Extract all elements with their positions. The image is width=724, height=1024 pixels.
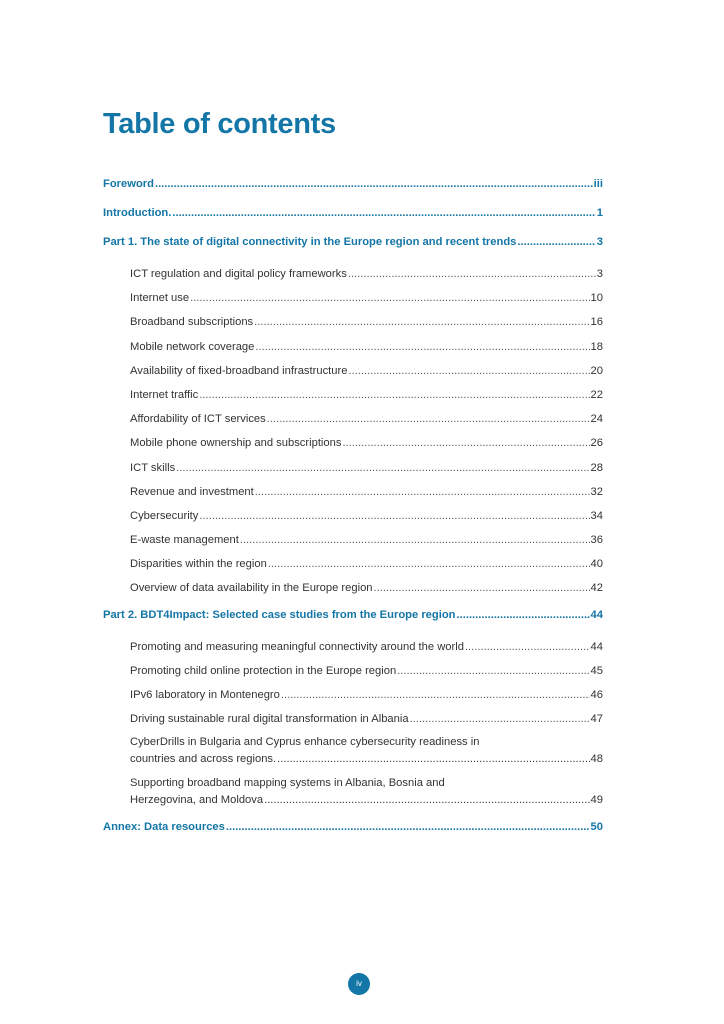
dot-leader: [348, 359, 589, 383]
toc-entry-page: 20: [590, 364, 603, 377]
dot-leader: [172, 199, 595, 228]
toc-entry[interactable]: [130, 310, 603, 334]
toc-entry-page: 28: [590, 461, 603, 474]
toc-entry[interactable]: [130, 286, 603, 310]
dot-leader: [277, 751, 589, 768]
toc-entry-page: 44: [590, 640, 603, 653]
toc-entry-page: 16: [590, 316, 603, 329]
toc-entry-page: 36: [590, 534, 603, 547]
toc-entry-title: ICT skills: [130, 461, 176, 474]
toc-entry-title: Herzegovina, and Moldova: [130, 794, 264, 807]
dot-leader: [255, 480, 590, 504]
dot-leader: [176, 456, 589, 480]
toc-entry-part-2[interactable]: [103, 601, 603, 630]
toc-entry-title: Introduction.: [103, 207, 172, 219]
toc-entry-page: 32: [590, 485, 603, 498]
toc-entry-title: Promoting and measuring meaningful connectivity around the world: [130, 640, 464, 653]
dot-leader: [226, 813, 590, 842]
toc-entry-title: Annex: Data resources: [103, 821, 225, 834]
toc-entry[interactable]: [130, 407, 603, 431]
toc-entry[interactable]: [130, 431, 603, 455]
page-number-badge: iv: [348, 973, 370, 995]
dot-leader: [155, 170, 593, 199]
toc-entry-title: Availability of fixed-broadband infrastructure: [130, 364, 348, 377]
toc-entry-multiline[interactable]: [130, 731, 603, 772]
dot-leader: [374, 576, 590, 600]
toc-entry[interactable]: [130, 707, 603, 731]
toc-entry-page: 42: [590, 582, 603, 595]
toc-entry-page: 18: [590, 340, 603, 353]
page-title: Table of contents: [103, 108, 336, 140]
toc-entry-page: 46: [590, 689, 603, 701]
toc-entry[interactable]: [130, 552, 603, 576]
toc-entry-title: Part 1. The state of digital connectivity in the Europe region and recent trends: [103, 236, 517, 248]
toc-entry-title: Cybersecurity: [130, 509, 199, 522]
dot-leader: [410, 707, 590, 731]
toc-entry-title: countries and across regions.: [130, 753, 277, 766]
toc-entry-page: 24: [590, 413, 603, 426]
toc-entry[interactable]: [130, 504, 603, 528]
toc-entry-title: Disparities within the region: [130, 558, 267, 571]
toc-entry[interactable]: [130, 335, 603, 359]
dot-leader: [348, 262, 596, 286]
dot-leader: [457, 601, 590, 630]
toc-entry-title: Mobile phone ownership and subscriptions: [130, 437, 342, 450]
toc-entry-part-1[interactable]: [103, 228, 603, 257]
dot-leader: [397, 659, 589, 683]
dot-leader: [240, 528, 590, 552]
dot-leader: [465, 635, 590, 659]
toc-entry[interactable]: [130, 383, 603, 407]
toc-entry-page: 45: [590, 664, 603, 677]
dot-leader: [267, 407, 590, 431]
dot-leader: [190, 286, 589, 310]
toc-entry-title: IPv6 laboratory in Montenegro: [130, 689, 280, 701]
toc-entry-title: Overview of data availability in the Europe region: [130, 582, 373, 595]
dot-leader: [199, 504, 589, 528]
toc-entry[interactable]: [130, 659, 603, 683]
toc-entry-title-line1: Supporting broadband mapping systems in Albania, Bosnia and: [130, 777, 445, 790]
toc-entry-title: ICT regulation and digital policy frameworks: [130, 268, 347, 280]
dot-leader: [517, 228, 595, 257]
dot-leader: [199, 383, 589, 407]
toc-entry[interactable]: [130, 635, 603, 659]
toc-entry-page: 40: [590, 558, 603, 571]
toc-entry-page: 44: [590, 608, 603, 621]
table-of-contents: [103, 170, 603, 842]
toc-entry-title: Foreword: [103, 178, 154, 190]
toc-entry-title: Internet traffic: [130, 388, 199, 401]
toc-entry-title: Driving sustainable rural digital transformation in Albania: [130, 713, 409, 726]
toc-entry-page: 26: [590, 437, 603, 450]
dot-leader: [255, 335, 589, 359]
toc-entry-page: 1: [596, 207, 603, 219]
toc-entry-title: Affordability of ICT services: [130, 413, 266, 426]
toc-entry-title: Revenue and investment: [130, 485, 254, 498]
toc-entry-page: 3: [596, 268, 603, 280]
toc-entry[interactable]: [130, 262, 603, 286]
toc-entry-page: 47: [590, 713, 603, 726]
dot-leader: [281, 683, 590, 707]
toc-entry[interactable]: [130, 576, 603, 600]
toc-entry-annex[interactable]: [103, 813, 603, 842]
toc-entry-page: 48: [590, 753, 603, 766]
toc-entry-page: 3: [596, 236, 603, 248]
dot-leader: [254, 310, 589, 334]
toc-entry-title: Broadband subscriptions: [130, 316, 254, 329]
toc-entry[interactable]: [130, 359, 603, 383]
toc-entry-page: 34: [590, 509, 603, 522]
dot-leader: [342, 431, 589, 455]
toc-entry[interactable]: [130, 528, 603, 552]
toc-entry[interactable]: [130, 683, 603, 707]
toc-entry-foreword[interactable]: [103, 170, 603, 199]
toc-entry-multiline[interactable]: [130, 772, 603, 813]
toc-entry-title: Part 2. BDT4Impact: Selected case studies from the Europe region: [103, 608, 456, 621]
toc-entry-title-line1: CyberDrills in Bulgaria and Cyprus enhance cybersecurity readiness in: [130, 736, 480, 749]
toc-entry[interactable]: [130, 456, 603, 480]
toc-entry-title: Internet use: [130, 292, 190, 305]
toc-entry-page: 10: [590, 292, 603, 305]
toc-entry-page: 49: [590, 794, 603, 807]
toc-entry-page: iii: [593, 178, 603, 190]
toc-entry[interactable]: [130, 480, 603, 504]
dot-leader: [264, 792, 589, 809]
toc-entry-page: 22: [590, 388, 603, 401]
toc-entry-title: Mobile network coverage: [130, 340, 255, 353]
dot-leader: [268, 552, 590, 576]
toc-entry-title: Promoting child online protection in the Europe region: [130, 664, 397, 677]
toc-entry-title: E-waste management: [130, 534, 239, 547]
toc-entry-page: 50: [590, 821, 603, 834]
toc-entry-introduction[interactable]: [103, 199, 603, 228]
